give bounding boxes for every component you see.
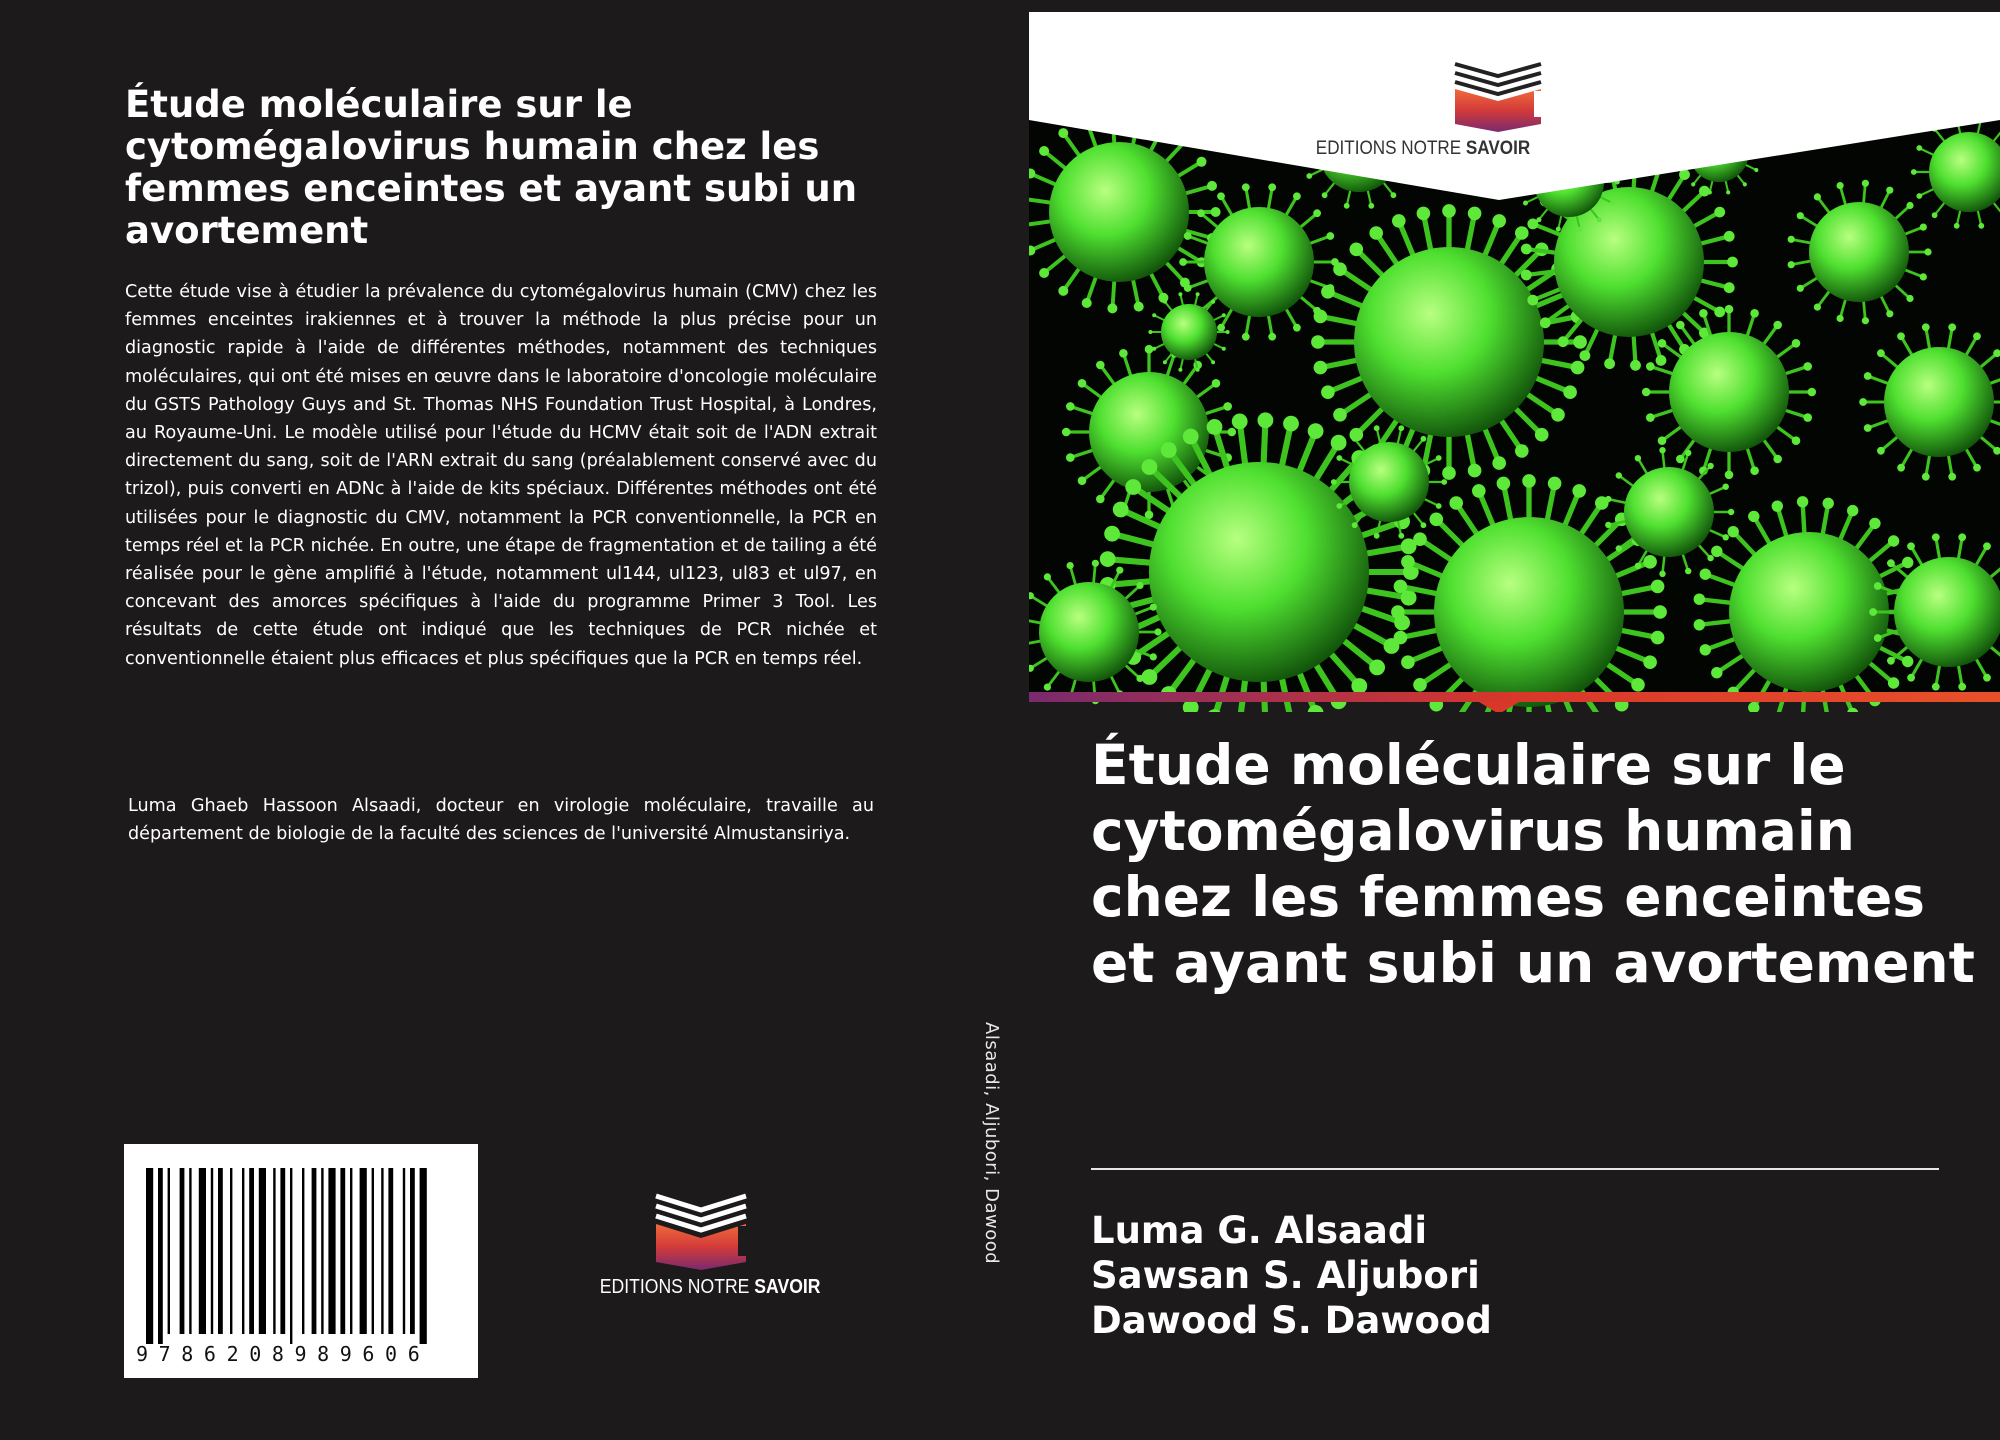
barcode-bar <box>312 1168 317 1334</box>
barcode-bar <box>211 1168 213 1334</box>
band-pointer-icon <box>1479 702 1519 712</box>
barcode-bar <box>328 1168 335 1334</box>
barcode-bar <box>168 1168 170 1334</box>
barcode-bar <box>280 1168 285 1334</box>
author-name: Dawood S. Dawood <box>1091 1299 1492 1342</box>
barcode-bar <box>420 1168 427 1344</box>
front-publisher-name: EDITIONS NOTRE SAVOIR <box>1315 138 1531 159</box>
back-publisher-name: EDITIONS NOTRE SAVOIR <box>599 1276 821 1298</box>
barcode-bar <box>340 1168 345 1334</box>
barcode-bar <box>388 1168 393 1334</box>
books-logo-icon <box>586 1190 816 1274</box>
author-name: Sawsan S. Aljubori <box>1091 1254 1480 1297</box>
barcode-bar <box>158 1168 163 1344</box>
isbn-barcode <box>124 1144 478 1378</box>
barcode-bar <box>242 1168 244 1334</box>
barcode-bars <box>124 1144 478 1344</box>
barcode-bar <box>180 1168 185 1334</box>
barcode-bar <box>230 1168 232 1334</box>
isbn-digits: 9786208989606 <box>136 1342 431 1366</box>
barcode-bar <box>249 1168 254 1334</box>
barcode-bar <box>410 1168 415 1334</box>
barcode-bar <box>360 1168 367 1334</box>
spine-authors: Alsaadi, Aljubori, Dawood <box>981 1022 1002 1265</box>
back-publisher-logo <box>586 1190 821 1300</box>
barcode-bar <box>381 1168 383 1334</box>
barcode-bar <box>321 1168 323 1334</box>
barcode-bar <box>189 1168 191 1334</box>
barcode-bar <box>290 1168 292 1344</box>
barcode-bar <box>403 1168 405 1334</box>
barcode-bar <box>350 1168 352 1334</box>
front-authors-list <box>1091 1208 1492 1343</box>
front-cover-title: Étude moléculaire sur le cytomégalovirus humain chez les femmes enceintes et ayant subi un avortement <box>1091 733 1975 995</box>
barcode-bar <box>372 1168 374 1334</box>
barcode-bar <box>146 1168 153 1344</box>
author-name: Luma G. Alsaadi <box>1091 1209 1428 1252</box>
color-band <box>1029 692 2000 702</box>
barcode-bar <box>273 1168 275 1334</box>
barcode-bar <box>302 1168 304 1334</box>
barcode-bar <box>218 1168 223 1334</box>
back-cover-title: Étude moléculaire sur le cytomégalovirus humain chez les femmes enceintes et ayant subi un avortement <box>125 83 858 252</box>
barcode-bar <box>259 1168 266 1334</box>
virus-cover-illustration <box>1029 12 2000 712</box>
title-divider <box>1091 1168 1939 1170</box>
barcode-bar <box>199 1168 206 1334</box>
front-cover <box>1029 12 2000 1440</box>
back-cover-abstract: Cette étude vise à étudier la prévalence du cytomégalovirus humain (CMV) chez les femmes enceintes irakiennes et à trouver la méthode la plus précise pour un diagnostic rapide à l'aide de différentes méthodes, notamment des techniques moléculaires, qui ont été mises en œuvre dans le laboratoire d'oncologie moléculaire du GSTS Pathology Guys and St. Thomas NHS Foundation Trust Hospital, à Londres, au Royaume-Uni. Le modèle utilisé pour l'étude du HCMV était soit de l'ADN extrait directement du sang, soit de l'ARN extrait du sang (préalablement conservé avec du trizol), puis converti en ADNc à l'aide de kits spéciaux. Différentes méthodes ont été utilisées pour le diagnostic du CMV, notamment la PCR conventionnelle, la PCR en temps réel et la PCR nichée. En outre, une étape de fragmentation et de tailing a été réalisée pour le gène amplifié à l'étude, notamment ul144, ul123, ul83 et ul97, en concevant des amorces spécifiques à l'aide du programme Primer 3 Tool. Les résultats de cette étude ont indiqué que les techniques de PCR nichée et conventionnelle étaient plus efficaces et plus spécifiques que la PCR en temps réel. <box>125 282 877 669</box>
back-cover-author-bio: Luma Ghaeb Hassoon Alsaadi, docteur en virologie moléculaire, travaille au département de biologie de la faculté des sciences de l'université Almustansiriya. <box>128 796 874 845</box>
